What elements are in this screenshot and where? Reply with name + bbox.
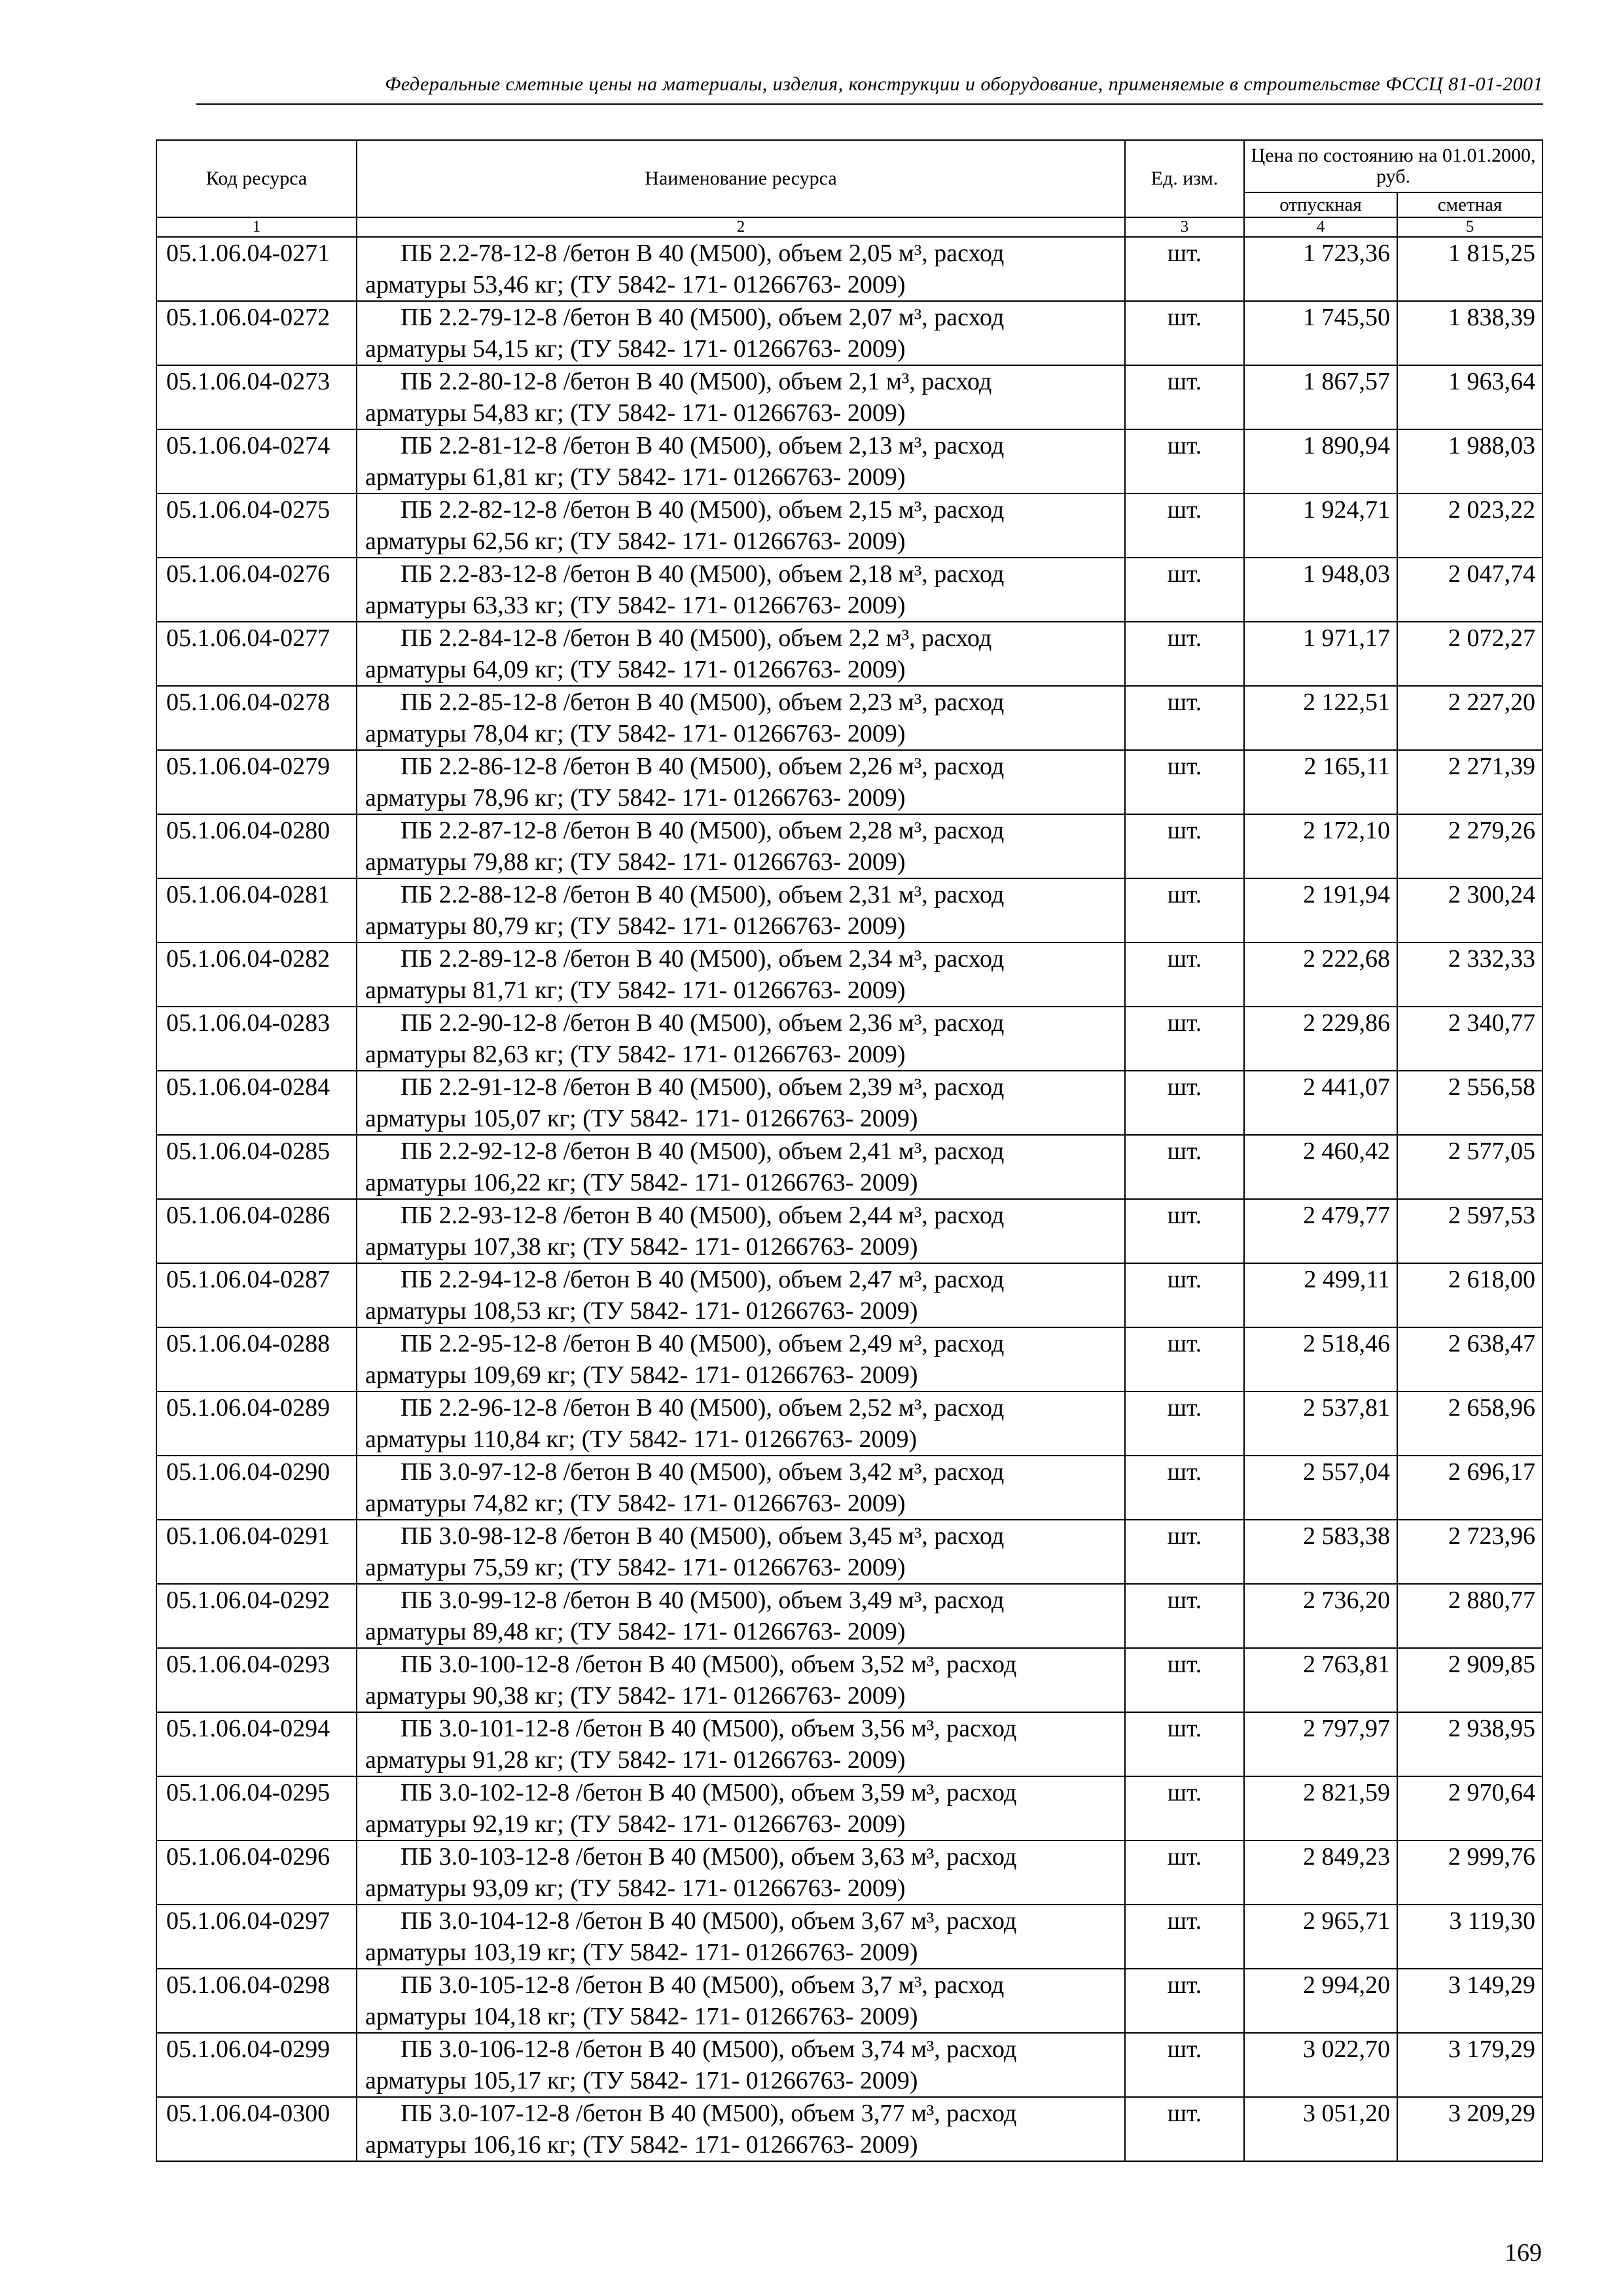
resource-name-line2: арматуры 82,63 кг; (ТУ 5842- 171- 01266763- 2009)	[365, 1041, 906, 1068]
table-row	[156, 878, 1543, 942]
table-row	[156, 1007, 1543, 1071]
resource-name-line2: арматуры 92,19 кг; (ТУ 5842- 171- 01266763- 2009)	[365, 1810, 906, 1838]
resource-code: 05.1.06.04-0284	[156, 1071, 357, 1135]
table-row	[156, 1648, 1543, 1712]
price-release: 3 051,20	[1244, 2097, 1397, 2161]
running-head: Федеральные сметные цены на материалы, изделия, конструкции и оборудование, применяемые в строительстве ФССЦ 81-01-2001	[385, 73, 1543, 95]
unit: шт.	[1125, 942, 1244, 1007]
resource-name-line1: ПБ 3.0-104-12-8 /бетон В 40 (М500), объем 3,67 м³, расход	[401, 1907, 1017, 1935]
price-estimate: 2 696,17	[1397, 1456, 1543, 1520]
unit: шт.	[1125, 878, 1244, 942]
resource-code: 05.1.06.04-0292	[156, 1584, 357, 1648]
header-price-release: отпускная	[1244, 192, 1397, 217]
resource-code: 05.1.06.04-0300	[156, 2097, 357, 2161]
resource-code: 05.1.06.04-0281	[156, 878, 357, 942]
resource-code: 05.1.06.04-0280	[156, 814, 357, 878]
table-row	[156, 942, 1543, 1007]
resource-name-line1: ПБ 2.2-91-12-8 /бетон В 40 (М500), объем 2,39 м³, расход	[401, 1073, 1005, 1101]
resource-name-line2: арматуры 90,38 кг; (ТУ 5842- 171- 01266763- 2009)	[365, 1682, 906, 1710]
table-row	[156, 1905, 1543, 1969]
resource-name-line2: арматуры 61,81 кг; (ТУ 5842- 171- 01266763- 2009)	[365, 463, 906, 491]
unit: шт.	[1125, 1007, 1244, 1071]
table-row	[156, 750, 1543, 814]
resource-name	[357, 1199, 1125, 1263]
price-estimate: 2 227,20	[1397, 686, 1543, 750]
resource-name	[357, 493, 1125, 558]
resource-code: 05.1.06.04-0272	[156, 301, 357, 365]
resource-name	[357, 1456, 1125, 1520]
resource-name-line1: ПБ 2.2-80-12-8 /бетон В 40 (М500), объем 2,1 м³, расход	[401, 368, 992, 395]
table-row	[156, 429, 1543, 493]
price-release: 2 229,86	[1244, 1007, 1397, 1071]
resource-code: 05.1.06.04-0290	[156, 1456, 357, 1520]
resource-name-line1: ПБ 2.2-84-12-8 /бетон В 40 (М500), объем 2,2 м³, расход	[401, 624, 992, 652]
price-release: 2 441,07	[1244, 1071, 1397, 1135]
resource-name-line2: арматуры 107,38 кг; (ТУ 5842- 171- 01266763- 2009)	[365, 1233, 918, 1261]
resource-name-line2: арматуры 89,48 кг; (ТУ 5842- 171- 01266763- 2009)	[365, 1618, 906, 1645]
price-estimate: 1 988,03	[1397, 429, 1543, 493]
header-rule	[196, 103, 1543, 105]
unit: шт.	[1125, 1327, 1244, 1391]
resource-name	[357, 942, 1125, 1007]
table-row	[156, 1712, 1543, 1776]
unit: шт.	[1125, 558, 1244, 622]
price-estimate: 2 577,05	[1397, 1135, 1543, 1199]
resource-code: 05.1.06.04-0291	[156, 1520, 357, 1584]
resource-name-line1: ПБ 2.2-85-12-8 /бетон В 40 (М500), объем 2,23 м³, расход	[401, 689, 1005, 716]
unit: шт.	[1125, 301, 1244, 365]
price-estimate: 1 815,25	[1397, 237, 1543, 301]
resource-name	[357, 1969, 1125, 2033]
resource-name-line1: ПБ 3.0-105-12-8 /бетон В 40 (М500), объем 3,7 м³, расход	[401, 1971, 1005, 1999]
resource-name	[357, 237, 1125, 301]
resource-name	[357, 1840, 1125, 1905]
resource-name-line2: арматуры 109,69 кг; (ТУ 5842- 171- 01266763- 2009)	[365, 1361, 918, 1389]
price-release: 2 518,46	[1244, 1327, 1397, 1391]
unit: шт.	[1125, 1776, 1244, 1840]
resource-name	[357, 814, 1125, 878]
resource-name	[357, 1905, 1125, 1969]
price-release: 2 222,68	[1244, 942, 1397, 1007]
price-release: 2 583,38	[1244, 1520, 1397, 1584]
price-estimate: 3 209,29	[1397, 2097, 1543, 2161]
resource-name-line1: ПБ 3.0-103-12-8 /бетон В 40 (М500), объем 3,63 м³, расход	[401, 1843, 1017, 1871]
unit: шт.	[1125, 622, 1244, 686]
price-estimate: 2 723,96	[1397, 1520, 1543, 1584]
price-release: 3 022,70	[1244, 2033, 1397, 2097]
resource-name-line2: арматуры 74,82 кг; (ТУ 5842- 171- 01266763- 2009)	[365, 1490, 906, 1517]
resource-name	[357, 301, 1125, 365]
header-name: Наименование ресурса	[357, 140, 1125, 217]
resource-name-line1: ПБ 2.2-86-12-8 /бетон В 40 (М500), объем 2,26 м³, расход	[401, 753, 1005, 780]
price-estimate: 2 909,85	[1397, 1648, 1543, 1712]
resource-name-line2: арматуры 93,09 кг; (ТУ 5842- 171- 01266763- 2009)	[365, 1874, 906, 1902]
resource-name	[357, 1327, 1125, 1391]
page-number: 169	[1505, 2239, 1542, 2267]
resource-name-line1: ПБ 2.2-96-12-8 /бетон В 40 (М500), объем 2,52 м³, расход	[401, 1394, 1005, 1422]
resource-code: 05.1.06.04-0293	[156, 1648, 357, 1712]
price-estimate: 2 047,74	[1397, 558, 1543, 622]
resource-code: 05.1.06.04-0271	[156, 237, 357, 301]
price-estimate: 2 938,95	[1397, 1712, 1543, 1776]
price-estimate: 2 271,39	[1397, 750, 1543, 814]
resource-code: 05.1.06.04-0297	[156, 1905, 357, 1969]
resource-name	[357, 1391, 1125, 1456]
resource-code: 05.1.06.04-0287	[156, 1263, 357, 1327]
table-row	[156, 1135, 1543, 1199]
price-release: 1 867,57	[1244, 365, 1397, 429]
unit: шт.	[1125, 365, 1244, 429]
price-release: 2 965,71	[1244, 1905, 1397, 1969]
price-release: 2 994,20	[1244, 1969, 1397, 2033]
unit: шт.	[1125, 1263, 1244, 1327]
price-release: 2 736,20	[1244, 1584, 1397, 1648]
price-release: 2 537,81	[1244, 1391, 1397, 1456]
header-price-group: Цена по состоянию на 01.01.2000, руб.	[1244, 140, 1543, 192]
table-row	[156, 1584, 1543, 1648]
column-number: 4	[1244, 217, 1397, 237]
price-estimate: 2 300,24	[1397, 878, 1543, 942]
resource-name-line1: ПБ 2.2-90-12-8 /бетон В 40 (М500), объем 2,36 м³, расход	[401, 1009, 1005, 1037]
resource-name-line1: ПБ 3.0-98-12-8 /бетон В 40 (М500), объем 3,45 м³, расход	[401, 1522, 1005, 1550]
resource-name-line1: ПБ 2.2-87-12-8 /бетон В 40 (М500), объем 2,28 м³, расход	[401, 817, 1005, 844]
resource-code: 05.1.06.04-0296	[156, 1840, 357, 1905]
resource-name-line2: арматуры 63,33 кг; (ТУ 5842- 171- 01266763- 2009)	[365, 592, 906, 619]
resource-name-line1: ПБ 2.2-95-12-8 /бетон В 40 (М500), объем 2,49 м³, расход	[401, 1330, 1005, 1357]
table-row	[156, 1456, 1543, 1520]
resource-code: 05.1.06.04-0298	[156, 1969, 357, 2033]
resource-name-line1: ПБ 3.0-101-12-8 /бетон В 40 (М500), объем 3,56 м³, расход	[401, 1715, 1017, 1742]
price-estimate: 2 072,27	[1397, 622, 1543, 686]
resource-name	[357, 365, 1125, 429]
unit: шт.	[1125, 1840, 1244, 1905]
resource-code: 05.1.06.04-0285	[156, 1135, 357, 1199]
price-estimate: 3 179,29	[1397, 2033, 1543, 2097]
table-row	[156, 301, 1543, 365]
unit: шт.	[1125, 237, 1244, 301]
table-row	[156, 2097, 1543, 2161]
price-table	[156, 139, 1543, 2162]
resource-name-line2: арматуры 104,18 кг; (ТУ 5842- 171- 01266763- 2009)	[365, 2003, 918, 2030]
price-release: 2 763,81	[1244, 1648, 1397, 1712]
price-estimate: 3 119,30	[1397, 1905, 1543, 1969]
resource-code: 05.1.06.04-0282	[156, 942, 357, 1007]
price-estimate: 1 838,39	[1397, 301, 1543, 365]
unit: шт.	[1125, 1199, 1244, 1263]
table-row	[156, 814, 1543, 878]
table-row	[156, 1776, 1543, 1840]
column-number: 5	[1397, 217, 1543, 237]
resource-name-line2: арматуры 53,46 кг; (ТУ 5842- 171- 01266763- 2009)	[365, 271, 906, 298]
resource-name-line1: ПБ 3.0-97-12-8 /бетон В 40 (М500), объем 3,42 м³, расход	[401, 1458, 1005, 1486]
price-estimate: 2 638,47	[1397, 1327, 1543, 1391]
resource-code: 05.1.06.04-0294	[156, 1712, 357, 1776]
resource-name-line2: арматуры 106,22 кг; (ТУ 5842- 171- 01266763- 2009)	[365, 1169, 918, 1196]
resource-name	[357, 558, 1125, 622]
table-row	[156, 1520, 1543, 1584]
resource-name-line2: арматуры 105,17 кг; (ТУ 5842- 171- 01266763- 2009)	[365, 2067, 918, 2094]
table-row	[156, 1391, 1543, 1456]
resource-name-line2: арматуры 103,19 кг; (ТУ 5842- 171- 01266763- 2009)	[365, 1939, 918, 1966]
table-row	[156, 1969, 1543, 2033]
resource-name-line2: арматуры 106,16 кг; (ТУ 5842- 171- 01266763- 2009)	[365, 2131, 918, 2159]
price-estimate: 2 880,77	[1397, 1584, 1543, 1648]
resource-code: 05.1.06.04-0299	[156, 2033, 357, 2097]
resource-name-line1: ПБ 2.2-89-12-8 /бетон В 40 (М500), объем 2,34 м³, расход	[401, 945, 1005, 973]
resource-name-line2: арматуры 110,84 кг; (ТУ 5842- 171- 01266763- 2009)	[365, 1426, 918, 1453]
resource-code: 05.1.06.04-0289	[156, 1391, 357, 1456]
resource-name	[357, 1135, 1125, 1199]
resource-name-line2: арматуры 108,53 кг; (ТУ 5842- 171- 01266763- 2009)	[365, 1297, 918, 1325]
price-estimate: 2 279,26	[1397, 814, 1543, 878]
price-release: 2 557,04	[1244, 1456, 1397, 1520]
unit: шт.	[1125, 686, 1244, 750]
table-row	[156, 1071, 1543, 1135]
unit: шт.	[1125, 2033, 1244, 2097]
price-release: 2 122,51	[1244, 686, 1397, 750]
resource-name	[357, 750, 1125, 814]
price-estimate: 3 149,29	[1397, 1969, 1543, 2033]
resource-code: 05.1.06.04-0273	[156, 365, 357, 429]
resource-name	[357, 1263, 1125, 1327]
unit: шт.	[1125, 750, 1244, 814]
unit: шт.	[1125, 1456, 1244, 1520]
resource-name-line2: арматуры 91,28 кг; (ТУ 5842- 171- 01266763- 2009)	[365, 1746, 906, 1774]
resource-name	[357, 1071, 1125, 1135]
column-number: 3	[1125, 217, 1244, 237]
resource-name-line1: ПБ 3.0-106-12-8 /бетон В 40 (М500), объем 3,74 м³, расход	[401, 2036, 1017, 2063]
resource-name-line1: ПБ 2.2-94-12-8 /бетон В 40 (М500), объем 2,47 м³, расход	[401, 1266, 1005, 1293]
resource-name-line1: ПБ 3.0-107-12-8 /бетон В 40 (М500), объем 3,77 м³, расход	[401, 2100, 1017, 2127]
resource-name	[357, 878, 1125, 942]
resource-name-line2: арматуры 62,56 кг; (ТУ 5842- 171- 01266763- 2009)	[365, 528, 906, 555]
price-release: 2 499,11	[1244, 1263, 1397, 1327]
header-unit: Ед. изм.	[1125, 140, 1244, 217]
resource-name-line1: ПБ 2.2-83-12-8 /бетон В 40 (М500), объем 2,18 м³, расход	[401, 560, 1005, 588]
header-price-estimate: сметная	[1397, 192, 1543, 217]
unit: шт.	[1125, 1391, 1244, 1456]
table-row	[156, 1327, 1543, 1391]
resource-name-line2: арматуры 105,07 кг; (ТУ 5842- 171- 01266763- 2009)	[365, 1105, 918, 1132]
resource-name	[357, 1712, 1125, 1776]
resource-name-line1: ПБ 2.2-82-12-8 /бетон В 40 (М500), объем 2,15 м³, расход	[401, 496, 1005, 524]
price-release: 2 797,97	[1244, 1712, 1397, 1776]
price-release: 1 890,94	[1244, 429, 1397, 493]
price-release: 2 849,23	[1244, 1840, 1397, 1905]
price-release: 2 172,10	[1244, 814, 1397, 878]
header-code: Код ресурса	[156, 140, 357, 217]
price-release: 2 191,94	[1244, 878, 1397, 942]
unit: шт.	[1125, 2097, 1244, 2161]
resource-name-line2: арматуры 80,79 кг; (ТУ 5842- 171- 01266763- 2009)	[365, 912, 906, 940]
price-estimate: 2 970,64	[1397, 1776, 1543, 1840]
price-estimate: 2 332,33	[1397, 942, 1543, 1007]
resource-name-line2: арматуры 54,83 кг; (ТУ 5842- 171- 01266763- 2009)	[365, 399, 906, 427]
price-release: 1 723,36	[1244, 237, 1397, 301]
unit: шт.	[1125, 1648, 1244, 1712]
resource-name-line1: ПБ 2.2-88-12-8 /бетон В 40 (М500), объем 2,31 м³, расход	[401, 881, 1005, 908]
resource-name	[357, 1007, 1125, 1071]
resource-code: 05.1.06.04-0278	[156, 686, 357, 750]
price-release: 1 745,50	[1244, 301, 1397, 365]
table-row	[156, 622, 1543, 686]
resource-name-line1: ПБ 2.2-92-12-8 /бетон В 40 (М500), объем 2,41 м³, расход	[401, 1138, 1005, 1165]
resource-name-line1: ПБ 2.2-79-12-8 /бетон В 40 (М500), объем 2,07 м³, расход	[401, 304, 1005, 331]
resource-name-line1: ПБ 3.0-102-12-8 /бетон В 40 (М500), объем 3,59 м³, расход	[401, 1779, 1017, 1806]
price-table-container	[156, 139, 1542, 2162]
price-release: 1 971,17	[1244, 622, 1397, 686]
resource-name-line1: ПБ 2.2-78-12-8 /бетон В 40 (М500), объем 2,05 м³, расход	[401, 240, 1005, 267]
resource-name-line2: арматуры 78,04 кг; (ТУ 5842- 171- 01266763- 2009)	[365, 720, 906, 747]
resource-name	[357, 1776, 1125, 1840]
price-estimate: 1 963,64	[1397, 365, 1543, 429]
table-row	[156, 493, 1543, 558]
resource-name-line2: арматуры 64,09 кг; (ТУ 5842- 171- 01266763- 2009)	[365, 656, 906, 683]
resource-name	[357, 1520, 1125, 1584]
table-row	[156, 1199, 1543, 1263]
table-row	[156, 2033, 1543, 2097]
price-release: 2 165,11	[1244, 750, 1397, 814]
resource-code: 05.1.06.04-0277	[156, 622, 357, 686]
price-release: 2 460,42	[1244, 1135, 1397, 1199]
resource-code: 05.1.06.04-0275	[156, 493, 357, 558]
table-body	[156, 237, 1543, 2161]
table-row	[156, 237, 1543, 301]
price-estimate: 2 999,76	[1397, 1840, 1543, 1905]
resource-name	[357, 2033, 1125, 2097]
column-number: 2	[357, 217, 1125, 237]
price-estimate: 2 658,96	[1397, 1391, 1543, 1456]
price-estimate: 2 556,58	[1397, 1071, 1543, 1135]
resource-name-line2: арматуры 54,15 кг; (ТУ 5842- 171- 01266763- 2009)	[365, 335, 906, 363]
unit: шт.	[1125, 1969, 1244, 2033]
resource-name	[357, 622, 1125, 686]
resource-code: 05.1.06.04-0274	[156, 429, 357, 493]
resource-code: 05.1.06.04-0283	[156, 1007, 357, 1071]
unit: шт.	[1125, 1520, 1244, 1584]
column-number: 1	[156, 217, 357, 237]
table-row	[156, 558, 1543, 622]
price-release: 1 924,71	[1244, 493, 1397, 558]
resource-code: 05.1.06.04-0295	[156, 1776, 357, 1840]
resource-code: 05.1.06.04-0286	[156, 1199, 357, 1263]
resource-name-line1: ПБ 2.2-93-12-8 /бетон В 40 (М500), объем 2,44 м³, расход	[401, 1202, 1005, 1229]
resource-name-line1: ПБ 3.0-100-12-8 /бетон В 40 (М500), объем 3,52 м³, расход	[401, 1651, 1017, 1678]
resource-name-line2: арматуры 78,96 кг; (ТУ 5842- 171- 01266763- 2009)	[365, 784, 906, 812]
unit: шт.	[1125, 429, 1244, 493]
table-row	[156, 1840, 1543, 1905]
table-row	[156, 686, 1543, 750]
price-estimate: 2 597,53	[1397, 1199, 1543, 1263]
unit: шт.	[1125, 493, 1244, 558]
unit: шт.	[1125, 1712, 1244, 1776]
resource-code: 05.1.06.04-0276	[156, 558, 357, 622]
price-estimate: 2 618,00	[1397, 1263, 1543, 1327]
table-row	[156, 1263, 1543, 1327]
unit: шт.	[1125, 1905, 1244, 1969]
price-estimate: 2 340,77	[1397, 1007, 1543, 1071]
resource-name	[357, 1584, 1125, 1648]
resource-name	[357, 686, 1125, 750]
resource-name	[357, 429, 1125, 493]
resource-name-line2: арматуры 75,59 кг; (ТУ 5842- 171- 01266763- 2009)	[365, 1554, 906, 1581]
price-release: 2 821,59	[1244, 1776, 1397, 1840]
resource-name-line1: ПБ 3.0-99-12-8 /бетон В 40 (М500), объем 3,49 м³, расход	[401, 1587, 1005, 1614]
unit: шт.	[1125, 1135, 1244, 1199]
resource-name-line1: ПБ 2.2-81-12-8 /бетон В 40 (М500), объем 2,13 м³, расход	[401, 432, 1005, 459]
table-row	[156, 365, 1543, 429]
resource-code: 05.1.06.04-0279	[156, 750, 357, 814]
price-release: 1 948,03	[1244, 558, 1397, 622]
price-estimate: 2 023,22	[1397, 493, 1543, 558]
unit: шт.	[1125, 1071, 1244, 1135]
resource-code: 05.1.06.04-0288	[156, 1327, 357, 1391]
unit: шт.	[1125, 814, 1244, 878]
resource-name	[357, 2097, 1125, 2161]
resource-name-line2: арматуры 79,88 кг; (ТУ 5842- 171- 01266763- 2009)	[365, 848, 906, 876]
resource-name	[357, 1648, 1125, 1712]
resource-name-line2: арматуры 81,71 кг; (ТУ 5842- 171- 01266763- 2009)	[365, 977, 906, 1004]
unit: шт.	[1125, 1584, 1244, 1648]
price-release: 2 479,77	[1244, 1199, 1397, 1263]
